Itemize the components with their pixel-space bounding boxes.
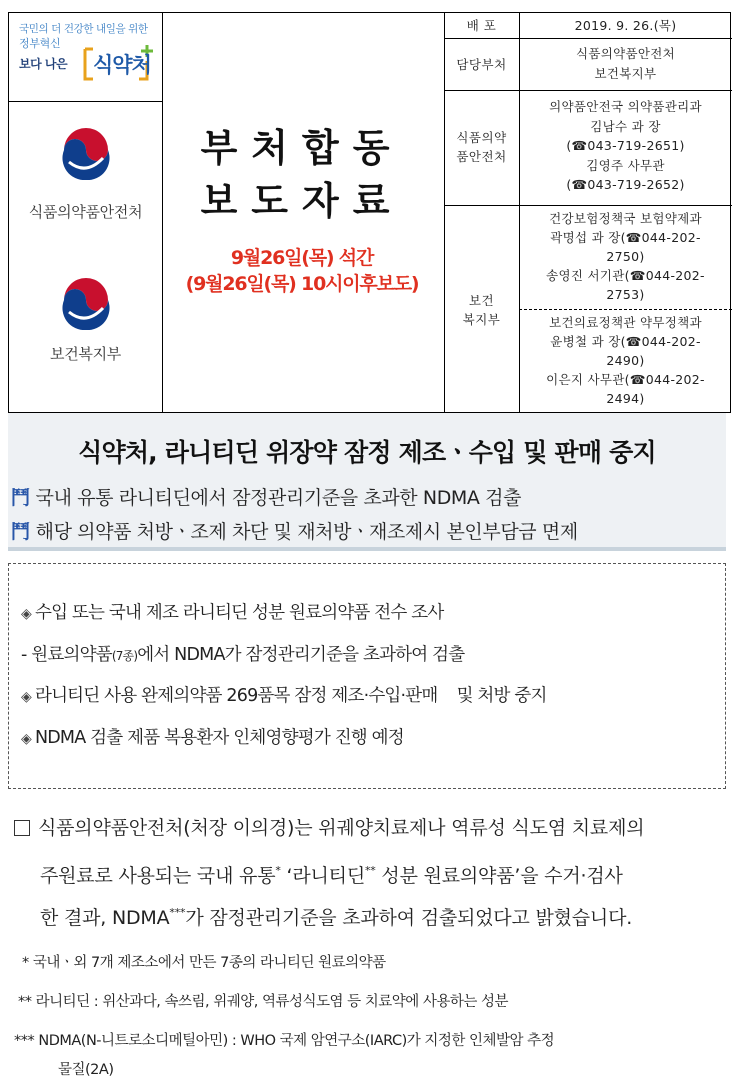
body-text: ‘라니티딘 — [280, 865, 365, 887]
footnote: *** NDMA(N-니트로소디메틸아민) : WHO 국제 암연구소(IARC)가 지정한 인체발암 추정 — [14, 1033, 555, 1049]
summary-text: 라니티딘 사용 완제의약품 269품목 잠정 제조·수입·판매 및 처방 중지 — [34, 686, 547, 706]
mfds-contact-label — [444, 128, 519, 166]
body-text: 성분 원료의약품’을 수거·검사 — [375, 865, 623, 887]
diamond-bullet-icon: ◈ — [21, 606, 31, 622]
org-name-mohw: 보건복지부 — [50, 345, 121, 363]
subpoint-text: 해당 의약품 처방ㆍ조제 차단 및 재처방ㆍ재조제시 본인부담금 면제 — [35, 521, 578, 543]
release-title-line: 보도자료 — [200, 179, 404, 223]
government-emblem-icon — [61, 278, 111, 334]
body-text: 가 잠정관리기준을 초과하여 검출되었다고 밝혔습니다. — [185, 907, 633, 929]
diamond-bullet-icon: ◈ — [21, 689, 31, 705]
release-title-line: 부처합동 — [200, 126, 404, 170]
label-line: 보건 — [468, 293, 495, 308]
diamond-bullet-icon: ◈ — [21, 731, 31, 747]
header-divider — [519, 309, 732, 310]
footnote: ** 라니티딘 : 위산과다, 속쓰림, 위궤양, 역류성식도염 등 치료약에 사용하는 성분 — [18, 994, 509, 1010]
bullet-mark-icon: 鬥 — [11, 487, 30, 509]
headline-title: 식약처, 라니티딘 위장약 잠정 제조ㆍ수입 및 판매 중지 — [78, 438, 656, 467]
contact-line: 2750) — [606, 249, 645, 264]
department-label: 담당부처 — [456, 57, 507, 72]
header-divider — [444, 38, 732, 39]
contact-line: 2494) — [606, 391, 645, 406]
footnote-marker: *** — [169, 906, 186, 919]
gov-innovation-logo — [9, 13, 162, 101]
brand-name: 식약처 — [93, 53, 151, 77]
mfds-brand-logo — [81, 43, 155, 83]
contact-line: 송영진 서기관(☎044-202- — [546, 268, 705, 283]
contact-line: 보건의료정책관 약무정책과 — [549, 315, 702, 330]
footnote-marker: * — [275, 864, 281, 877]
summary-text: 에서 NDMA가 잠정관리기준을 초과하여 검출 — [137, 645, 465, 665]
square-bullet-icon — [14, 820, 30, 836]
summary-text: NDMA 검출 제품 복용환자 인체영향평가 진행 예정 — [34, 728, 404, 748]
bullet-mark-icon: 鬥 — [11, 521, 30, 543]
summary-item — [21, 599, 443, 624]
headline-subpoint — [11, 517, 578, 544]
press-release-header — [8, 12, 731, 413]
motto-text: 정부혁신 — [19, 37, 61, 50]
body-paragraph-line — [40, 861, 623, 888]
footnote: 물질(2A) — [58, 1062, 114, 1078]
department-line: 보건복지부 — [594, 65, 657, 81]
body-paragraph-line — [14, 813, 644, 840]
header-divider — [444, 90, 732, 91]
contact-line: (☎043-719-2651) — [566, 138, 685, 153]
mfds-contacts — [519, 97, 732, 195]
contact-line: 이은지 사무관(☎044-202- — [546, 372, 705, 387]
label-line: 품안전처 — [456, 149, 507, 164]
embargo-line: 9월26일(목) 석간 — [230, 247, 374, 269]
embargo-notice — [162, 245, 442, 297]
footnote: * 국내ㆍ외 7개 제조소에서 만든 7종의 라니티딘 원료의약품 — [22, 955, 386, 971]
embargo-line: (9월26일(목) 10시이후보도) — [185, 273, 419, 295]
motto-tagline: 보다 나은 — [19, 57, 68, 71]
headline-subpoint — [11, 483, 521, 510]
government-emblem-icon — [61, 128, 111, 184]
distribution-date: 2019. 9. 26.(목) — [574, 18, 677, 33]
contact-line: (☎043-719-2652) — [566, 177, 685, 192]
motto-text: 국민의 더 건강한 내일을 위한 — [19, 23, 148, 35]
mohw-contacts-pharma — [519, 313, 732, 408]
summary-box — [8, 563, 726, 789]
body-paragraph-line — [40, 903, 632, 930]
body-text: 식품의약품안전처(처장 이의경)는 위궤양치료제나 역류성 식도염 치료제의 — [38, 817, 645, 839]
label-line: 복지부 — [462, 312, 501, 327]
headline-banner — [8, 413, 726, 551]
header-divider — [9, 101, 162, 102]
subpoint-text: 국내 유통 라니티딘에서 잠정관리기준을 초과한 NDMA 검출 — [35, 487, 522, 509]
label-line: 식품의약 — [456, 130, 507, 145]
org-name-mfds: 식품의약품안전처 — [28, 203, 143, 221]
contact-line: 김남수 과 장 — [590, 118, 661, 134]
summary-text: (7종) — [111, 649, 138, 663]
summary-text: 수입 또는 국내 제조 라니티딘 성분 원료의약품 전수 조사 — [34, 603, 444, 623]
contact-line: 2490) — [606, 353, 645, 368]
mohw-contact-label — [444, 291, 519, 329]
footnote-marker: ** — [364, 864, 376, 877]
summary-item — [21, 724, 404, 749]
contact-line: 건강보험정책국 보험약제과 — [549, 211, 702, 226]
body-text: 주원료로 사용되는 국내 유통 — [40, 865, 276, 887]
distribution-label: 배 포 — [466, 18, 497, 33]
contact-line: 김영주 사무관 — [586, 157, 665, 173]
contact-line: 2753) — [606, 287, 645, 302]
contact-line: 윤병철 과 장(☎044-202- — [550, 334, 701, 349]
summary-text: - 원료의약품 — [21, 645, 112, 665]
summary-item — [21, 682, 547, 707]
contact-line: 곽명섭 과 장(☎044-202- — [550, 230, 701, 245]
department-value — [519, 44, 732, 83]
summary-subitem — [21, 641, 464, 666]
body-text: 한 결과, NDMA — [40, 907, 170, 929]
contact-line: 의약품안전국 의약품관리과 — [549, 99, 702, 114]
mohw-contacts-insurance — [519, 209, 732, 304]
department-line: 식품의약품안전처 — [575, 46, 675, 61]
header-divider — [444, 205, 732, 206]
